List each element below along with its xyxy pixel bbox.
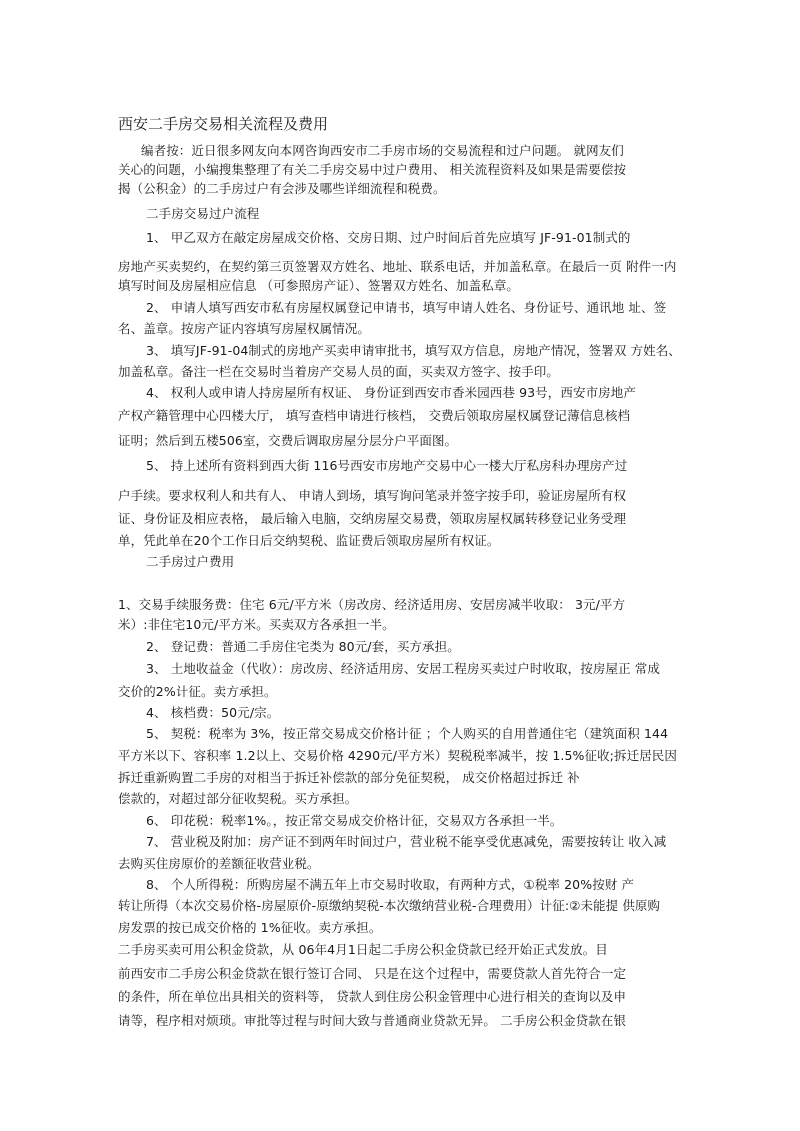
text-line: 前西安市二手房公积金贷款在银行签订合同、 只是在这个过程中，需要贷款人首先符合一定 bbox=[118, 966, 627, 981]
section-heading: 二手房交易过户流程 bbox=[146, 206, 260, 221]
text-line: 房发票的按已成交价格的 1%征收。卖方承担。 bbox=[118, 920, 382, 935]
text-line: 证明；然后到五楼506室，交费后调取房屋分层分户平面图。 bbox=[118, 433, 458, 448]
text-line: 平方米以下、容积率 1.2以上、交易价格 4290元/平方米）契税税率减半，按 1.5%征收;拆迁居民因 bbox=[118, 748, 677, 763]
text-line: 3、 土地收益金（代收）：房改房、经济适用房、安居工程房买卖过户时收取，按房屋正 常成 bbox=[146, 661, 660, 676]
text-line: 5、 契税：税率为 3%，按正常交易成交价格计征 ；个人购买的自用普通住宅（建筑面积 144 bbox=[146, 726, 669, 741]
text-line: 加盖私章。备注一栏在交易时当着房产交易人员的面，买卖双方签字、按手印。 bbox=[118, 364, 560, 379]
text-line: 4、 权利人或申请人持房屋所有权证、 身份证到西安市香米园西巷 93号，西安市房地产 bbox=[146, 385, 636, 400]
text-line: 房地产买卖契约，在契约第三页签署双方姓名、地址、联系电话，并加盖私章。在最后一页 附件一内 bbox=[118, 259, 677, 274]
section-heading: 二手房过户费用 bbox=[146, 554, 235, 569]
text-line: 二手房买卖可用公积金贷款，从 06年4月1日起二手房公积金贷款已经开始正式发放。目 bbox=[118, 942, 608, 957]
text-line: 拆迁重新购置二手房的对相当于拆迁补偿款的部分免征契税， 成交价格超过拆迁 补 bbox=[118, 770, 580, 785]
text-line: 证、身份证及相应表格， 最后输入电脑，交纳房屋交易费，领取房屋权属转移登记业务受理 bbox=[118, 511, 627, 526]
text-line: 交价的2%计征。卖方承担。 bbox=[118, 684, 277, 699]
text-line: 户手续。要求权利人和共有人、 申请人到场，填写询问笔录并签字按手印，验证房屋所有权 bbox=[118, 488, 627, 503]
text-line: 名、盖章。按房产证内容填写房屋权属情况。 bbox=[118, 321, 371, 336]
text-line: 1、交易手续服务费：住宅 6元/平方米（房改房、经济适用房、安居房减半收取： 3元/平方 bbox=[118, 597, 626, 612]
text-line: 单，凭此单在20个工作日后交纳契税、监证费后领取房屋所有权证。 bbox=[118, 533, 500, 548]
text-line: 请等，程序相对烦琐。审批等过程与时间大致与普通商业贷款无异。 二手房公积金贷款在银 bbox=[118, 1013, 627, 1028]
text-line: 2、 申请人填写西安市私有房屋权属登记申请书，填写申请人姓名、身份证号、通讯地 址、签 bbox=[146, 300, 667, 315]
text-line: 4、 核档费：50元/宗。 bbox=[146, 705, 280, 720]
text-line: 关心的问题，小编搜集整理了有关二手房交易中过户费用、 相关流程资料及如果是需要偿按 bbox=[118, 162, 627, 177]
text-line: 编者按：近日很多网友向本网咨询西安市二手房市场的交易流程和过户问题。 就网友们 bbox=[141, 143, 624, 158]
text-line: 偿款的，对超过部分征收契税。买方承担。 bbox=[118, 791, 358, 806]
text-line: 6、 印花税：税率1%。，按正常交易成交价格计征，交易双方各承担一半。 bbox=[146, 813, 563, 828]
text-line: 转让所得（本次交易价格-房屋原价-原缴纳契税-本次缴纳营业税-合理费用）计征:②未能提 供原购 bbox=[118, 898, 661, 913]
text-line: 揭（公积金）的二手房过户有会涉及哪些详细流程和税费。 bbox=[118, 181, 446, 196]
document-title: 西安二手房交易相关流程及费用 bbox=[118, 115, 329, 133]
text-line: 1、 甲乙双方在敲定房屋成交价格、交房日期、过户时间后首先应填写 JF-91-01制式的 bbox=[146, 230, 631, 245]
text-line: 米）:非住宅10元/平方米。买卖双方各承担一半。 bbox=[118, 617, 395, 632]
text-line: 填写时间及房屋相应信息 （可参照房产证）、签署双方姓名、加盖私章。 bbox=[118, 278, 520, 293]
text-line: 2、 登记费：普通二手房住宅类为 80元/套，买方承担。 bbox=[146, 639, 460, 654]
text-line: 去购买住房原价的差额征收营业税。 bbox=[118, 856, 320, 871]
text-line: 8、 个人所得税：所购房屋不满五年上市交易时收取，有两种方式，①税率 20%按财 产 bbox=[146, 877, 635, 892]
text-line: 3、 填写JF-91-04制式的房地产买卖申请审批书，填写双方信息，房地产情况，签署双 方姓名、 bbox=[146, 343, 681, 358]
text-line: 5、 持上述所有资料到西大街 116号西安市房地产交易中心一楼大厅私房科办理房产过 bbox=[146, 458, 628, 473]
text-line: 7、 营业税及附加：房产证不到两年时间过户，营业税不能享受优惠减免，需要按转让 收入减 bbox=[146, 834, 667, 849]
text-line: 的条件，所在单位出具相关的资料等， 贷款人到住房公积金管理中心进行相关的查询以及申 bbox=[118, 989, 627, 1004]
text-line: 产权产籍管理中心四楼大厅， 填写查档申请进行核档， 交费后领取房屋权属登记薄信息核档 bbox=[118, 408, 631, 423]
